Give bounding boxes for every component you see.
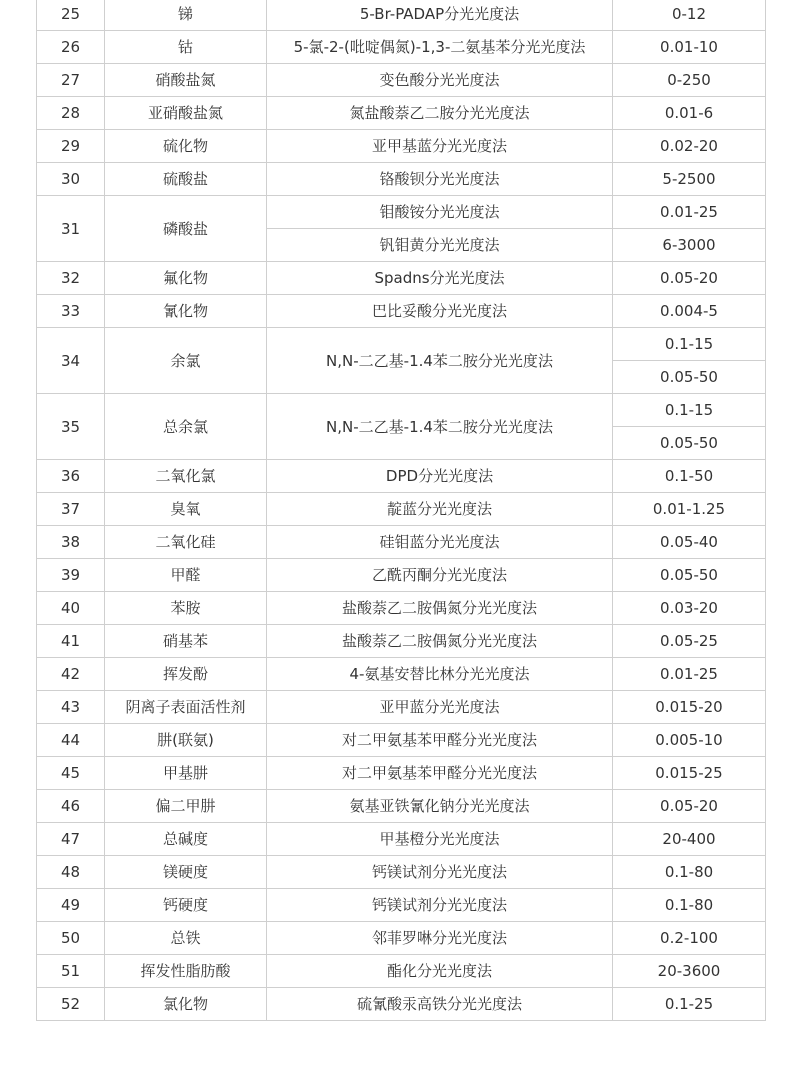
table-row <box>37 922 766 955</box>
row-method: 4-氨基安替比林分光光度法 <box>267 658 613 691</box>
row-number: 50 <box>37 922 105 955</box>
row-method: 5-Br-PADAP分光光度法 <box>267 0 613 31</box>
table-row <box>37 493 766 526</box>
row-method: 甲基橙分光光度法 <box>267 823 613 856</box>
row-number: 43 <box>37 691 105 724</box>
table-row <box>37 823 766 856</box>
row-range: 0.05-50 <box>613 361 766 394</box>
row-range: 0.03-20 <box>613 592 766 625</box>
table-row <box>37 955 766 988</box>
row-method: Spadns分光光度法 <box>267 262 613 295</box>
row-number: 44 <box>37 724 105 757</box>
row-number: 38 <box>37 526 105 559</box>
row-item: 钴 <box>105 31 267 64</box>
row-method: 钼酸铵分光光度法 <box>267 196 613 229</box>
row-item: 硝酸盐氮 <box>105 64 267 97</box>
row-method: 靛蓝分光光度法 <box>267 493 613 526</box>
row-number: 33 <box>37 295 105 328</box>
row-item: 甲基肼 <box>105 757 267 790</box>
row-range: 0-12 <box>613 0 766 31</box>
row-range: 0.2-100 <box>613 922 766 955</box>
row-item: 亚硝酸盐氮 <box>105 97 267 130</box>
row-range: 0.1-25 <box>613 988 766 1021</box>
row-range: 0.01-25 <box>613 658 766 691</box>
row-number: 35 <box>37 394 105 460</box>
row-method: 氮盐酸萘乙二胺分光光度法 <box>267 97 613 130</box>
table-row <box>37 196 766 229</box>
row-method: 氨基亚铁氰化钠分光光度法 <box>267 790 613 823</box>
row-item: 臭氧 <box>105 493 267 526</box>
row-method: 钒钼黄分光光度法 <box>267 229 613 262</box>
table-row <box>37 658 766 691</box>
row-range: 0.015-20 <box>613 691 766 724</box>
table-row <box>37 757 766 790</box>
table-row <box>37 691 766 724</box>
table-row <box>37 559 766 592</box>
row-item: 氯化物 <box>105 988 267 1021</box>
row-range: 6-3000 <box>613 229 766 262</box>
row-method: 亚甲基蓝分光光度法 <box>267 130 613 163</box>
row-range: 0.05-25 <box>613 625 766 658</box>
row-number: 36 <box>37 460 105 493</box>
table-row <box>37 856 766 889</box>
row-method: 硅钼蓝分光光度法 <box>267 526 613 559</box>
row-range: 0.1-80 <box>613 856 766 889</box>
row-range: 0.01-25 <box>613 196 766 229</box>
row-item: 挥发酚 <box>105 658 267 691</box>
row-method: 5-氯-2-(吡啶偶氮)-1,3-二氨基苯分光光度法 <box>267 31 613 64</box>
row-range: 0.1-15 <box>613 328 766 361</box>
row-number: 52 <box>37 988 105 1021</box>
row-number: 40 <box>37 592 105 625</box>
row-item: 余氯 <box>105 328 267 394</box>
row-item: 硫酸盐 <box>105 163 267 196</box>
table-row <box>37 988 766 1021</box>
row-range: 20-400 <box>613 823 766 856</box>
row-number: 48 <box>37 856 105 889</box>
row-range: 0.01-1.25 <box>613 493 766 526</box>
row-method: 硫氰酸汞高铁分光光度法 <box>267 988 613 1021</box>
row-method: 盐酸萘乙二胺偶氮分光光度法 <box>267 625 613 658</box>
row-item: 磷酸盐 <box>105 196 267 262</box>
table-row <box>37 262 766 295</box>
row-range: 0.015-25 <box>613 757 766 790</box>
row-range: 0.05-50 <box>613 559 766 592</box>
row-item: 镁硬度 <box>105 856 267 889</box>
table-row <box>37 526 766 559</box>
row-method: 乙酰丙酮分光光度法 <box>267 559 613 592</box>
row-method: 亚甲蓝分光光度法 <box>267 691 613 724</box>
row-number: 42 <box>37 658 105 691</box>
row-item: 阴离子表面活性剂 <box>105 691 267 724</box>
row-item: 挥发性脂肪酸 <box>105 955 267 988</box>
table-row <box>37 790 766 823</box>
row-item: 偏二甲肼 <box>105 790 267 823</box>
row-range: 0.05-50 <box>613 427 766 460</box>
table-row <box>37 295 766 328</box>
table-row <box>37 163 766 196</box>
row-method: 对二甲氨基苯甲醛分光光度法 <box>267 757 613 790</box>
row-range: 0.02-20 <box>613 130 766 163</box>
row-range: 0.05-20 <box>613 262 766 295</box>
row-range: 0.05-20 <box>613 790 766 823</box>
row-number: 25 <box>37 0 105 31</box>
row-number: 31 <box>37 196 105 262</box>
row-method: 对二甲氨基苯甲醛分光光度法 <box>267 724 613 757</box>
row-item: 钙硬度 <box>105 889 267 922</box>
row-method: 盐酸萘乙二胺偶氮分光光度法 <box>267 592 613 625</box>
row-item: 硝基苯 <box>105 625 267 658</box>
row-item: 氰化物 <box>105 295 267 328</box>
table-row <box>37 64 766 97</box>
row-number: 39 <box>37 559 105 592</box>
row-range: 20-3600 <box>613 955 766 988</box>
row-number: 41 <box>37 625 105 658</box>
row-method: N,N-二乙基-1.4苯二胺分光光度法 <box>267 394 613 460</box>
row-range: 0.004-5 <box>613 295 766 328</box>
row-method: 钙镁试剂分光光度法 <box>267 856 613 889</box>
table-row <box>37 394 766 427</box>
row-item: 二氧化硅 <box>105 526 267 559</box>
row-range: 0.1-50 <box>613 460 766 493</box>
row-item: 锑 <box>105 0 267 31</box>
row-number: 49 <box>37 889 105 922</box>
table-row <box>37 592 766 625</box>
measurement-table <box>36 0 766 1021</box>
row-number: 45 <box>37 757 105 790</box>
row-number: 30 <box>37 163 105 196</box>
row-item: 氟化物 <box>105 262 267 295</box>
row-range: 0-250 <box>613 64 766 97</box>
row-number: 29 <box>37 130 105 163</box>
row-number: 47 <box>37 823 105 856</box>
row-number: 27 <box>37 64 105 97</box>
row-range: 5-2500 <box>613 163 766 196</box>
row-item: 肼(联氨) <box>105 724 267 757</box>
row-number: 34 <box>37 328 105 394</box>
table-row <box>37 889 766 922</box>
table-row <box>37 328 766 361</box>
row-range: 0.01-6 <box>613 97 766 130</box>
row-number: 37 <box>37 493 105 526</box>
row-range: 0.01-10 <box>613 31 766 64</box>
row-number: 51 <box>37 955 105 988</box>
row-number: 46 <box>37 790 105 823</box>
row-method: DPD分光光度法 <box>267 460 613 493</box>
table-row <box>37 0 766 31</box>
row-method: N,N-二乙基-1.4苯二胺分光光度法 <box>267 328 613 394</box>
row-method: 巴比妥酸分光光度法 <box>267 295 613 328</box>
row-number: 28 <box>37 97 105 130</box>
row-item: 总碱度 <box>105 823 267 856</box>
row-method: 邻菲罗啉分光光度法 <box>267 922 613 955</box>
table-row <box>37 625 766 658</box>
row-item: 硫化物 <box>105 130 267 163</box>
row-item: 总余氯 <box>105 394 267 460</box>
table-row <box>37 724 766 757</box>
row-item: 总铁 <box>105 922 267 955</box>
row-method: 钙镁试剂分光光度法 <box>267 889 613 922</box>
table-row <box>37 31 766 64</box>
row-item: 苯胺 <box>105 592 267 625</box>
row-item: 二氧化氯 <box>105 460 267 493</box>
table-row <box>37 97 766 130</box>
row-range: 0.1-80 <box>613 889 766 922</box>
row-number: 32 <box>37 262 105 295</box>
row-method: 酯化分光光度法 <box>267 955 613 988</box>
row-number: 26 <box>37 31 105 64</box>
row-range: 0.05-40 <box>613 526 766 559</box>
table-body <box>37 0 766 1021</box>
row-range: 0.005-10 <box>613 724 766 757</box>
row-range: 0.1-15 <box>613 394 766 427</box>
table-row <box>37 460 766 493</box>
row-method: 铬酸钡分光光度法 <box>267 163 613 196</box>
row-item: 甲醛 <box>105 559 267 592</box>
table-row <box>37 130 766 163</box>
row-method: 变色酸分光光度法 <box>267 64 613 97</box>
